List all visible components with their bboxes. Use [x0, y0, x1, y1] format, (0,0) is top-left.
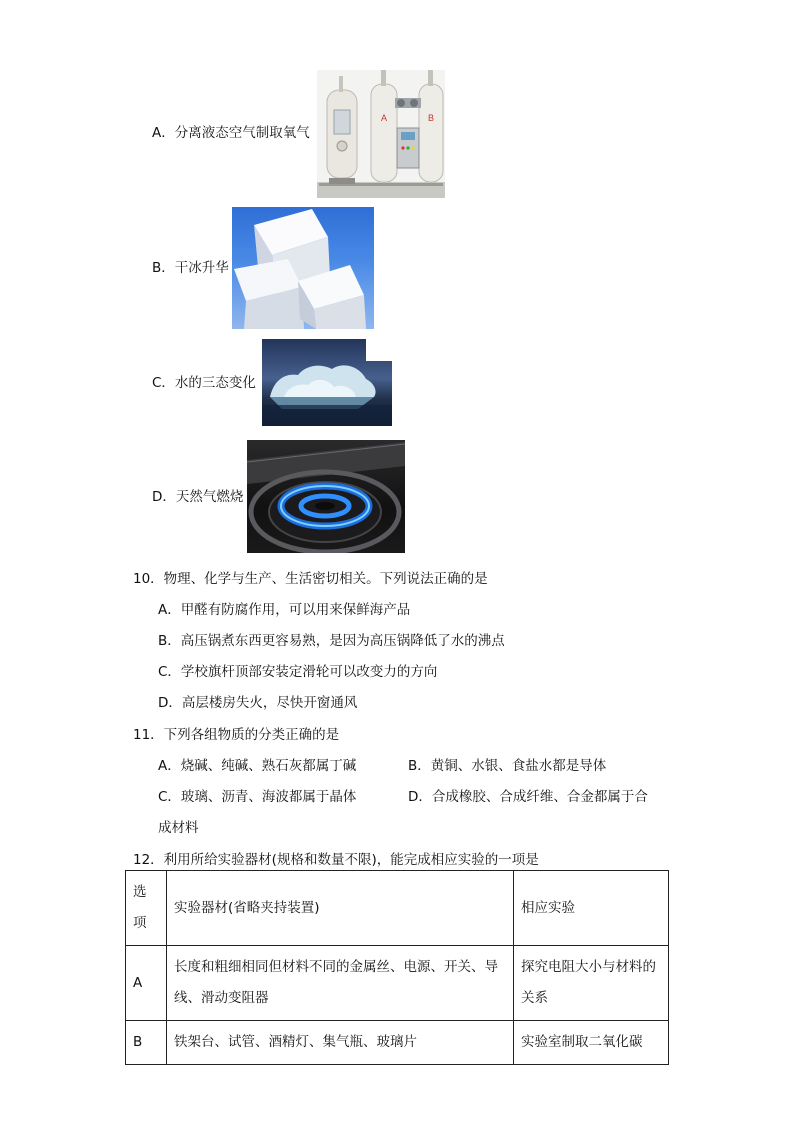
q10-option-c: C．学校旗杆顶部安装定滑轮可以改变力的方向 — [158, 664, 438, 680]
oxygen-plant-image — [317, 70, 445, 198]
row-equipment: 铁架台、试管、酒精灯、集气瓶、玻璃片 — [167, 1021, 514, 1065]
option-d-label: D．天然气燃烧 — [152, 489, 244, 505]
table-row — [126, 946, 669, 1021]
q10-option-d: D．高层楼房失火，尽快开窗通风 — [158, 695, 358, 711]
dry-ice-image — [232, 207, 374, 329]
row-option: A — [126, 946, 167, 1021]
tank-b-tag: B — [427, 113, 435, 123]
q11-stem: 11．下列各组物质的分类正确的是 — [133, 727, 340, 743]
q12-stem: 12．利用所给实验器材(规格和数量不限)，能完成相应实验的一项是 — [133, 852, 539, 868]
row-option: B — [126, 1021, 167, 1065]
q11-option-a: A．烧碱、纯碱、熟石灰都属丁碱 — [158, 758, 357, 774]
q10-option-a: A．甲醛有防腐作用，可以用来保鲜海产品 — [158, 602, 411, 618]
q11-option-d-continued: 成材料 — [158, 820, 199, 836]
table-row — [126, 1021, 669, 1065]
q11-option-d: D．合成橡胶、合成纤维、合金都属于合 — [408, 789, 648, 805]
experiment-table — [125, 870, 669, 1065]
option-b-label: B．干冰升华 — [152, 260, 229, 276]
q11-option-b: B．黄铜、水银、食盐水都是导体 — [408, 758, 607, 774]
gas-stove-flame-image — [247, 440, 405, 553]
iceberg-image — [262, 339, 392, 426]
option-a-label: A．分离液态空气制取氧气 — [152, 125, 310, 141]
q11-option-c: C．玻璃、沥青、海波都属于晶体 — [158, 789, 357, 805]
tank-a-tag: A — [380, 113, 388, 123]
row-experiment: 探究电阻大小与材料的关系 — [514, 946, 669, 1021]
row-equipment: 长度和粗细相同但材料不同的金属丝、电源、开关、导线、滑动变阻器 — [167, 946, 514, 1021]
q10-stem: 10．物理、化学与生产、生活密切相关。下列说法正确的是 — [133, 571, 488, 587]
option-c-label: C．水的三态变化 — [152, 375, 256, 391]
table-header-row — [126, 871, 669, 946]
row-experiment: 实验室制取二氧化碳 — [514, 1021, 669, 1065]
q10-option-b: B．高压锅煮东西更容易熟，是因为高压锅降低了水的沸点 — [158, 633, 505, 649]
header-equipment: 实验器材(省略夹持装置) — [167, 871, 514, 946]
header-option: 选项 — [126, 871, 167, 946]
header-experiment: 相应实验 — [514, 871, 669, 946]
